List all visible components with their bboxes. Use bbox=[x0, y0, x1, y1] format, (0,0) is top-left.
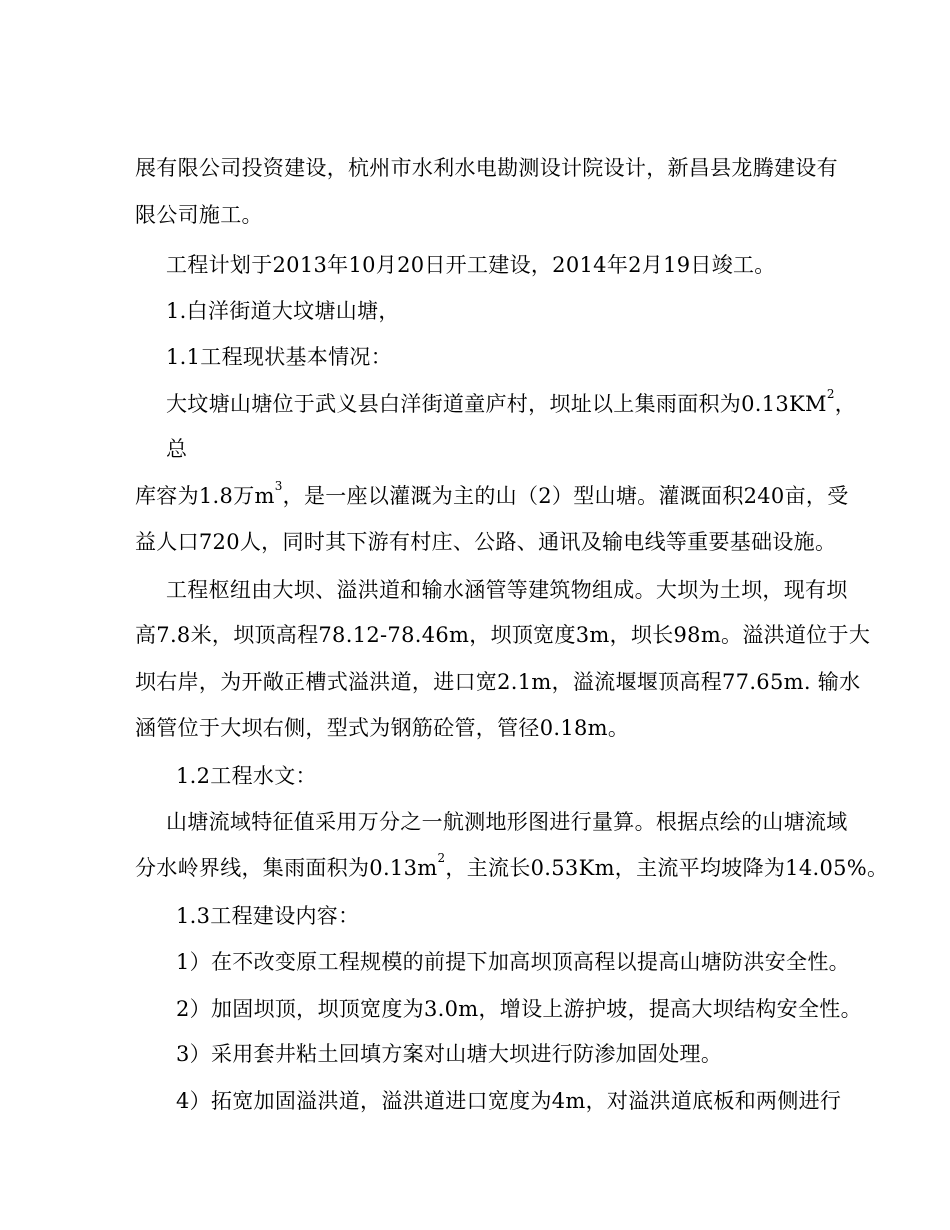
paragraph-line: 总 bbox=[166, 437, 188, 461]
paragraph-line: 涵管位于大坝右侧，型式为钢筋砼管，管径0.18m。 bbox=[135, 716, 630, 740]
text-run: 库容为1.8万m bbox=[135, 484, 275, 508]
paragraph-line: 高7.8米，坝顶高程78.12-78.46m，坝顶宽度3m，坝长98m。溢洪道位于大 bbox=[135, 623, 871, 647]
subsection-heading: 1.3工程建设内容： bbox=[176, 904, 360, 928]
text-run: ， bbox=[834, 392, 857, 416]
superscript: 3 bbox=[274, 479, 283, 493]
text-run: 分水岭界线，集雨面积为0.13m bbox=[135, 856, 438, 880]
list-item: 3）采用套井粘土回填方案对山塘大坝进行防渗加固处理。 bbox=[176, 1042, 723, 1066]
list-item: 4）拓宽加固溢洪道，溢洪道进口宽度为4m，对溢洪道底板和两侧进行 bbox=[176, 1089, 842, 1113]
paragraph-line: 益人口720人，同时其下游有村庄、公路、通讯及输电线等重要基础设施。 bbox=[135, 530, 837, 554]
paragraph-line: 坝右岸，为开敞正槽式溢洪道，进口宽2.1m，溢流堰堰顶高程77.65m. 输水 bbox=[135, 670, 861, 694]
paragraph-line: 工程计划于2013年10月20日开工建设，2014年2月19日竣工。 bbox=[166, 253, 776, 277]
paragraph-line: 展有限公司投资建设，杭州市水利水电勘测设计院设计，新昌县龙腾建设有 bbox=[135, 156, 838, 180]
paragraph-line bbox=[135, 853, 950, 883]
superscript: 2 bbox=[437, 851, 446, 865]
paragraph-line: 工程枢纽由大坝、溢洪道和输水涵管等建筑物组成。大坝为土坝，现有坝 bbox=[166, 578, 848, 602]
superscript: 2 bbox=[826, 387, 835, 401]
list-item: 2）加固坝顶，坝顶宽度为3.0m，增设上游护坡，提高大坝结构安全性。 bbox=[176, 997, 862, 1021]
subsection-heading: 1.1工程现状基本情况： bbox=[166, 345, 392, 369]
text-run: ，是一座以灌溉为主的山（2）型山塘。灌溉面积240亩，受 bbox=[282, 484, 849, 508]
text-run: ，主流长0.53Km，主流平均坡降为14.05%。 bbox=[445, 856, 889, 880]
subsection-heading: 1.2工程水文： bbox=[176, 764, 317, 788]
text-run: 大坟塘山塘位于武义县白洋街道童庐村，坝址以上集雨面积为0.13KM bbox=[166, 392, 827, 416]
paragraph-line bbox=[166, 389, 950, 419]
section-heading: 1.白洋街道大坟塘山塘， bbox=[166, 299, 400, 323]
list-item: 1）在不改变原工程规模的前提下加高坝顶高程以提高山塘防洪安全性。 bbox=[176, 950, 850, 974]
paragraph-line: 山塘流域特征值采用万分之一航测地形图进行量算。根据点绘的山塘流域 bbox=[166, 810, 848, 834]
paragraph-line bbox=[135, 481, 950, 511]
paragraph-line: 限公司施工。 bbox=[135, 203, 263, 227]
